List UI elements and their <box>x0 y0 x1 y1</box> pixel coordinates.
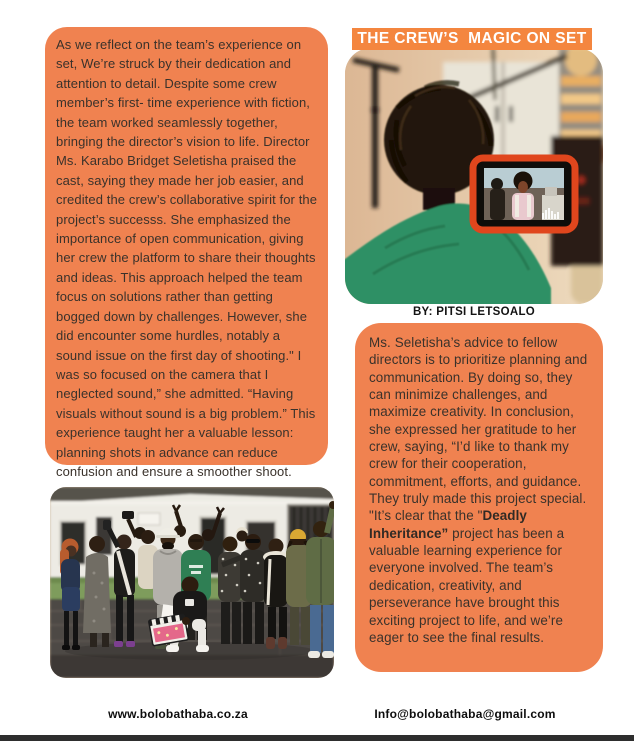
photo-credit: BY: PITSI LETSOALO <box>412 306 536 318</box>
bottom-bar <box>0 735 634 741</box>
bts-photo <box>345 48 603 304</box>
left-article-block <box>45 27 328 479</box>
right-text-after-bold: project has been a valuable learning experience for everyone involved. The team’s dedication, creativity, and perseverance have brought this exciting project to life, and we’re eager to see the final results. <box>369 525 565 645</box>
bts-photo-illustration <box>345 48 603 304</box>
footer-email: Info@bolobathaba@gmail.com <box>374 707 556 721</box>
right-article-text <box>369 334 590 646</box>
group-photo <box>50 487 334 678</box>
clapperboard <box>149 614 189 646</box>
banner-headline: THE CREW’S MAGIC ON SET <box>352 28 592 50</box>
right-text-before-bold: Ms. Seletisha’s advice to fellow directors is to prioritize planning and communication. By doing so, they can minimize challenges, and maximize creativity. In conclusion, she expressed her gratitude to her crew, saying, “I’d like to thank my crew for their cooperation, commitment, efforts, and guidance. They truly made this project special. "It’s clear that the " <box>369 335 588 524</box>
camera-monitor <box>473 158 575 230</box>
right-text-bold-title: Deadly Inheritance” <box>369 508 527 541</box>
group-photo-illustration <box>50 487 334 678</box>
footer-website: www.bolobathaba.co.za <box>108 707 248 721</box>
left-article-text: As we reflect on the team’s experience on set, We’re struck by their dedication and attention to detail. Despite some crew member’s first- time experience with fiction, the team worked seamlessly together, bringing the director’s vision to life. Director Ms. Karabo Bridget Seletisha praised the cast, saying they made her job easier, and credited the crew’s collaborative spirit for the project’s successs. She emphasized the importance of open communication, giving her crew the platform to share their thoughts and ideas. This approach helped the team focus on solutions rather than getting bogged down by challenges. However, she did encounter some hurdles, notably a sound issue on the first day of shooting." I was so focused on the camera that I neglected sound,” she admitted. “Having visuals without sound is a big problem.” This experience taught her a valuable lesson: planning shots in advance can reduce confusion and ensure a smoother shoot. <box>56 37 318 479</box>
right-article-block <box>355 323 603 672</box>
